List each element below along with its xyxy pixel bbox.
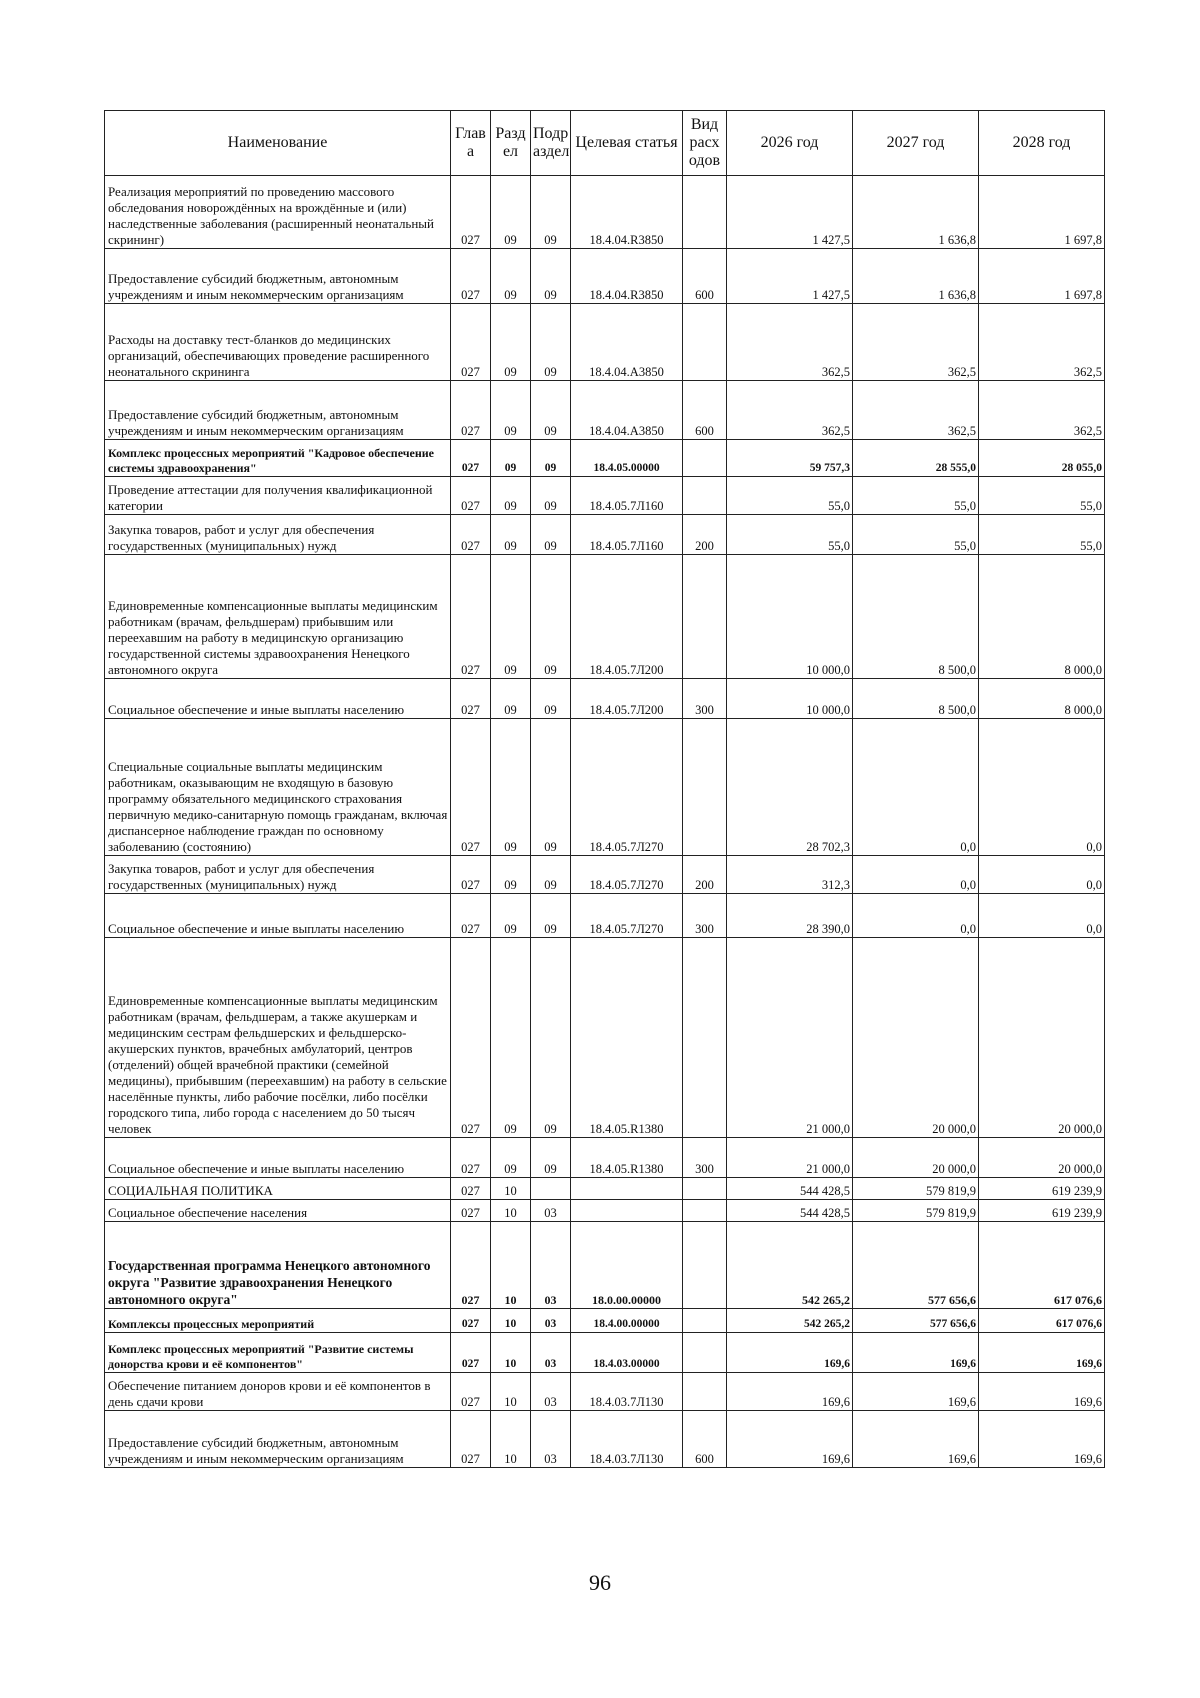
row-razdel: 09 (491, 719, 531, 856)
row-2028: 169,6 (979, 1373, 1105, 1411)
row-glava: 027 (451, 719, 491, 856)
row-2027: 20 000,0 (853, 938, 979, 1138)
row-2027: 8 500,0 (853, 555, 979, 679)
table-row (105, 1373, 1105, 1411)
row-vid (683, 1222, 727, 1309)
header-vid: Вид расх одов (683, 111, 727, 176)
row-name: Специальные социальные выплаты медицинским работникам, оказывающим не входящую в базовую программу обязательного медицинского страхования первичную медико-санитарную помощь гражданам, включая диспансерное наблюдение граждан по основному заболеванию (состоянию) (105, 719, 451, 856)
row-name: Комплекс процессных мероприятий "Развитие системы донорства крови и её компонентов" (105, 1333, 451, 1373)
row-podrazdel: 09 (531, 477, 571, 515)
row-2027: 55,0 (853, 477, 979, 515)
row-target: 18.4.05.7Л200 (571, 679, 683, 719)
row-podrazdel: 09 (531, 381, 571, 440)
row-target: 18.4.05.7Л270 (571, 856, 683, 894)
row-2028: 20 000,0 (979, 1138, 1105, 1178)
row-2027: 20 000,0 (853, 1138, 979, 1178)
row-name: Закупка товаров, работ и услуг для обеспечения государственных (муниципальных) нужд (105, 856, 451, 894)
table-row (105, 856, 1105, 894)
header-2028: 2028 год (979, 111, 1105, 176)
page-number: 96 (589, 1570, 611, 1595)
row-glava: 027 (451, 304, 491, 381)
table-row (105, 1200, 1105, 1222)
row-glava: 027 (451, 176, 491, 249)
row-2027: 0,0 (853, 894, 979, 938)
row-vid (683, 1200, 727, 1222)
row-target: 18.4.04.R3850 (571, 176, 683, 249)
row-glava: 027 (451, 938, 491, 1138)
row-2028: 55,0 (979, 515, 1105, 555)
row-vid (683, 1309, 727, 1333)
row-name: Обеспечение питанием доноров крови и её компонентов в день сдачи крови (105, 1373, 451, 1411)
row-2027: 169,6 (853, 1373, 979, 1411)
row-razdel: 09 (491, 938, 531, 1138)
row-target: 18.4.05.R1380 (571, 938, 683, 1138)
row-2028: 362,5 (979, 304, 1105, 381)
row-glava: 027 (451, 1309, 491, 1333)
table-row (105, 440, 1105, 477)
row-2027: 0,0 (853, 856, 979, 894)
row-2027: 169,6 (853, 1411, 979, 1468)
row-glava: 027 (451, 440, 491, 477)
header-target: Целевая статья (571, 111, 683, 176)
row-target (571, 1178, 683, 1200)
row-razdel: 10 (491, 1333, 531, 1373)
row-name: Реализация мероприятий по проведению массового обследования новорождённых на врождённые и (или) наследственные заболевания (расширенный неонатальный скрининг) (105, 176, 451, 249)
row-2028: 617 076,6 (979, 1222, 1105, 1309)
row-vid (683, 440, 727, 477)
header-row (105, 111, 1105, 176)
header-2026: 2026 год (727, 111, 853, 176)
row-podrazdel (531, 1178, 571, 1200)
row-vid (683, 477, 727, 515)
row-podrazdel: 09 (531, 249, 571, 304)
row-name: Предоставление субсидий бюджетным, автономным учреждениям и иным некоммерческим организациям (105, 249, 451, 304)
row-glava: 027 (451, 249, 491, 304)
row-razdel: 09 (491, 304, 531, 381)
row-target: 18.4.03.00000 (571, 1333, 683, 1373)
table-row (105, 555, 1105, 679)
row-glava: 027 (451, 856, 491, 894)
row-target (571, 1200, 683, 1222)
table-row (105, 1138, 1105, 1178)
row-name: СОЦИАЛЬНАЯ ПОЛИТИКА (105, 1178, 451, 1200)
row-glava: 027 (451, 1333, 491, 1373)
row-name: Единовременные компенсационные выплаты медицинским работникам (врачам, фельдшерам, а также акушеркам и медицинским сестрам фельдшерских и фельдшерско-акушерских пунктов, врачебных амбулаторий, центров (отделений) общей врачебной практики (семейной медицины), прибывшим (переехавшим) на работу в сельские населённые пункты, либо рабочие посёлки, либо посёлки городского типа, либо города с населением до 50 тысяч человек (105, 938, 451, 1138)
row-razdel: 09 (491, 176, 531, 249)
table-row (105, 1222, 1105, 1309)
row-vid (683, 176, 727, 249)
row-razdel: 10 (491, 1309, 531, 1333)
row-target: 18.4.05.00000 (571, 440, 683, 477)
row-podrazdel: 03 (531, 1200, 571, 1222)
row-2028: 0,0 (979, 894, 1105, 938)
row-target: 18.4.03.7Л130 (571, 1373, 683, 1411)
row-2026: 362,5 (727, 304, 853, 381)
row-glava: 027 (451, 381, 491, 440)
row-target: 18.0.00.00000 (571, 1222, 683, 1309)
table-row (105, 1309, 1105, 1333)
row-target: 18.4.05.7Л270 (571, 719, 683, 856)
budget-table (104, 110, 1105, 1468)
table-row (105, 894, 1105, 938)
row-podrazdel: 09 (531, 304, 571, 381)
row-target: 18.4.03.7Л130 (571, 1411, 683, 1468)
row-2028: 619 239,9 (979, 1178, 1105, 1200)
row-razdel: 09 (491, 1138, 531, 1178)
table-row (105, 381, 1105, 440)
row-2028: 1 697,8 (979, 249, 1105, 304)
row-2027: 1 636,8 (853, 176, 979, 249)
row-2026: 21 000,0 (727, 1138, 853, 1178)
row-vid: 200 (683, 515, 727, 555)
row-glava: 027 (451, 679, 491, 719)
row-podrazdel: 09 (531, 176, 571, 249)
row-name: Социальное обеспечение населения (105, 1200, 451, 1222)
row-target: 18.4.05.R1380 (571, 1138, 683, 1178)
row-target: 18.4.04.А3850 (571, 304, 683, 381)
row-2027: 1 636,8 (853, 249, 979, 304)
row-name: Единовременные компенсационные выплаты медицинским работникам (врачам, фельдшерам) прибывшим или переехавшим на работу в медицинскую организацию государственной системы здравоохранения Ненецкого автономного округа (105, 555, 451, 679)
row-2028: 169,6 (979, 1333, 1105, 1373)
row-name: Расходы на доставку тест-бланков до медицинских организаций, обеспечивающих проведение расширенного неонатального скрининга (105, 304, 451, 381)
row-vid: 300 (683, 894, 727, 938)
row-podrazdel: 03 (531, 1411, 571, 1468)
row-2028: 362,5 (979, 381, 1105, 440)
row-glava: 027 (451, 1373, 491, 1411)
row-name: Социальное обеспечение и иные выплаты населению (105, 679, 451, 719)
row-2027: 579 819,9 (853, 1178, 979, 1200)
row-2028: 0,0 (979, 719, 1105, 856)
row-target: 18.4.05.7Л160 (571, 477, 683, 515)
row-vid (683, 1333, 727, 1373)
row-2027: 28 555,0 (853, 440, 979, 477)
row-podrazdel: 03 (531, 1309, 571, 1333)
row-podrazdel: 03 (531, 1373, 571, 1411)
row-2026: 21 000,0 (727, 938, 853, 1138)
header-razdel: Разд ел (491, 111, 531, 176)
row-2028: 617 076,6 (979, 1309, 1105, 1333)
row-razdel: 09 (491, 249, 531, 304)
table-row (105, 1178, 1105, 1200)
row-razdel: 09 (491, 856, 531, 894)
row-target: 18.4.05.7Л270 (571, 894, 683, 938)
row-vid: 600 (683, 1411, 727, 1468)
row-podrazdel: 03 (531, 1333, 571, 1373)
row-name: Комплекс процессных мероприятий "Кадровое обеспечение системы здравоохранения" (105, 440, 451, 477)
row-podrazdel: 09 (531, 856, 571, 894)
row-name: Проведение аттестации для получения квалификационной категории (105, 477, 451, 515)
row-2026: 55,0 (727, 477, 853, 515)
row-2026: 169,6 (727, 1411, 853, 1468)
row-2027: 579 819,9 (853, 1200, 979, 1222)
row-razdel: 09 (491, 440, 531, 477)
row-podrazdel: 09 (531, 719, 571, 856)
row-razdel: 09 (491, 555, 531, 679)
table-row (105, 176, 1105, 249)
row-2026: 1 427,5 (727, 249, 853, 304)
header-podrazdel: Подр аздел (531, 111, 571, 176)
row-2028: 8 000,0 (979, 555, 1105, 679)
table-row (105, 1411, 1105, 1468)
row-razdel: 09 (491, 381, 531, 440)
row-2028: 169,6 (979, 1411, 1105, 1468)
row-name: Предоставление субсидий бюджетным, автономным учреждениям и иным некоммерческим организациям (105, 1411, 451, 1468)
row-razdel: 10 (491, 1178, 531, 1200)
row-glava: 027 (451, 477, 491, 515)
row-podrazdel: 09 (531, 679, 571, 719)
row-target: 18.4.04.А3850 (571, 381, 683, 440)
table-row (105, 249, 1105, 304)
row-2026: 542 265,2 (727, 1222, 853, 1309)
table-row (105, 719, 1105, 856)
row-glava: 027 (451, 1178, 491, 1200)
row-target: 18.4.05.7Л160 (571, 515, 683, 555)
row-name: Комплексы процессных мероприятий (105, 1309, 451, 1333)
row-razdel: 09 (491, 679, 531, 719)
row-2026: 362,5 (727, 381, 853, 440)
row-razdel: 10 (491, 1373, 531, 1411)
row-2026: 28 390,0 (727, 894, 853, 938)
row-vid (683, 1373, 727, 1411)
row-2027: 577 656,6 (853, 1222, 979, 1309)
row-2026: 10 000,0 (727, 679, 853, 719)
row-razdel: 09 (491, 477, 531, 515)
row-2028: 55,0 (979, 477, 1105, 515)
row-podrazdel: 09 (531, 894, 571, 938)
row-2027: 362,5 (853, 381, 979, 440)
row-glava: 027 (451, 1200, 491, 1222)
row-glava: 027 (451, 1411, 491, 1468)
row-vid: 600 (683, 381, 727, 440)
table-row (105, 679, 1105, 719)
table-row (105, 304, 1105, 381)
row-2026: 1 427,5 (727, 176, 853, 249)
row-podrazdel: 09 (531, 938, 571, 1138)
row-razdel: 10 (491, 1200, 531, 1222)
row-name: Предоставление субсидий бюджетным, автономным учреждениям и иным некоммерческим организациям (105, 381, 451, 440)
row-2028: 1 697,8 (979, 176, 1105, 249)
row-2027: 362,5 (853, 304, 979, 381)
table-row (105, 477, 1105, 515)
row-razdel: 09 (491, 894, 531, 938)
header-glava: Глав а (451, 111, 491, 176)
row-2026: 55,0 (727, 515, 853, 555)
row-2027: 55,0 (853, 515, 979, 555)
header-2027: 2027 год (853, 111, 979, 176)
row-2028: 20 000,0 (979, 938, 1105, 1138)
row-2026: 10 000,0 (727, 555, 853, 679)
row-glava: 027 (451, 894, 491, 938)
row-glava: 027 (451, 1222, 491, 1309)
row-vid (683, 938, 727, 1138)
row-target: 18.4.00.00000 (571, 1309, 683, 1333)
row-vid (683, 719, 727, 856)
row-2027: 169,6 (853, 1333, 979, 1373)
row-glava: 027 (451, 515, 491, 555)
row-2026: 169,6 (727, 1333, 853, 1373)
row-glava: 027 (451, 555, 491, 679)
row-name: Закупка товаров, работ и услуг для обеспечения государственных (муниципальных) нужд (105, 515, 451, 555)
row-2027: 577 656,6 (853, 1309, 979, 1333)
row-vid (683, 555, 727, 679)
row-razdel: 09 (491, 515, 531, 555)
table-row (105, 1333, 1105, 1373)
row-vid: 300 (683, 1138, 727, 1178)
row-vid: 600 (683, 249, 727, 304)
row-2027: 0,0 (853, 719, 979, 856)
row-podrazdel: 09 (531, 440, 571, 477)
row-2028: 0,0 (979, 856, 1105, 894)
row-2026: 59 757,3 (727, 440, 853, 477)
row-podrazdel: 03 (531, 1222, 571, 1309)
row-glava: 027 (451, 1138, 491, 1178)
row-podrazdel: 09 (531, 555, 571, 679)
row-vid: 300 (683, 679, 727, 719)
row-razdel: 10 (491, 1411, 531, 1468)
row-2028: 8 000,0 (979, 679, 1105, 719)
row-2026: 544 428,5 (727, 1178, 853, 1200)
row-2026: 544 428,5 (727, 1200, 853, 1222)
row-podrazdel: 09 (531, 1138, 571, 1178)
table-row (105, 515, 1105, 555)
row-razdel: 10 (491, 1222, 531, 1309)
row-2026: 169,6 (727, 1373, 853, 1411)
row-name: Социальное обеспечение и иные выплаты населению (105, 1138, 451, 1178)
table-row (105, 938, 1105, 1138)
row-name: Социальное обеспечение и иные выплаты населению (105, 894, 451, 938)
row-vid (683, 1178, 727, 1200)
row-2026: 312,3 (727, 856, 853, 894)
row-name: Государственная программа Ненецкого автономного округа "Развитие здравоохранения Ненецкого автономного округа" (105, 1222, 451, 1309)
row-vid (683, 304, 727, 381)
row-2028: 28 055,0 (979, 440, 1105, 477)
row-2026: 28 702,3 (727, 719, 853, 856)
row-vid: 200 (683, 856, 727, 894)
header-name: Наименование (105, 111, 451, 176)
row-2026: 542 265,2 (727, 1309, 853, 1333)
row-2028: 619 239,9 (979, 1200, 1105, 1222)
row-target: 18.4.04.R3850 (571, 249, 683, 304)
row-target: 18.4.05.7Л200 (571, 555, 683, 679)
row-2027: 8 500,0 (853, 679, 979, 719)
row-podrazdel: 09 (531, 515, 571, 555)
